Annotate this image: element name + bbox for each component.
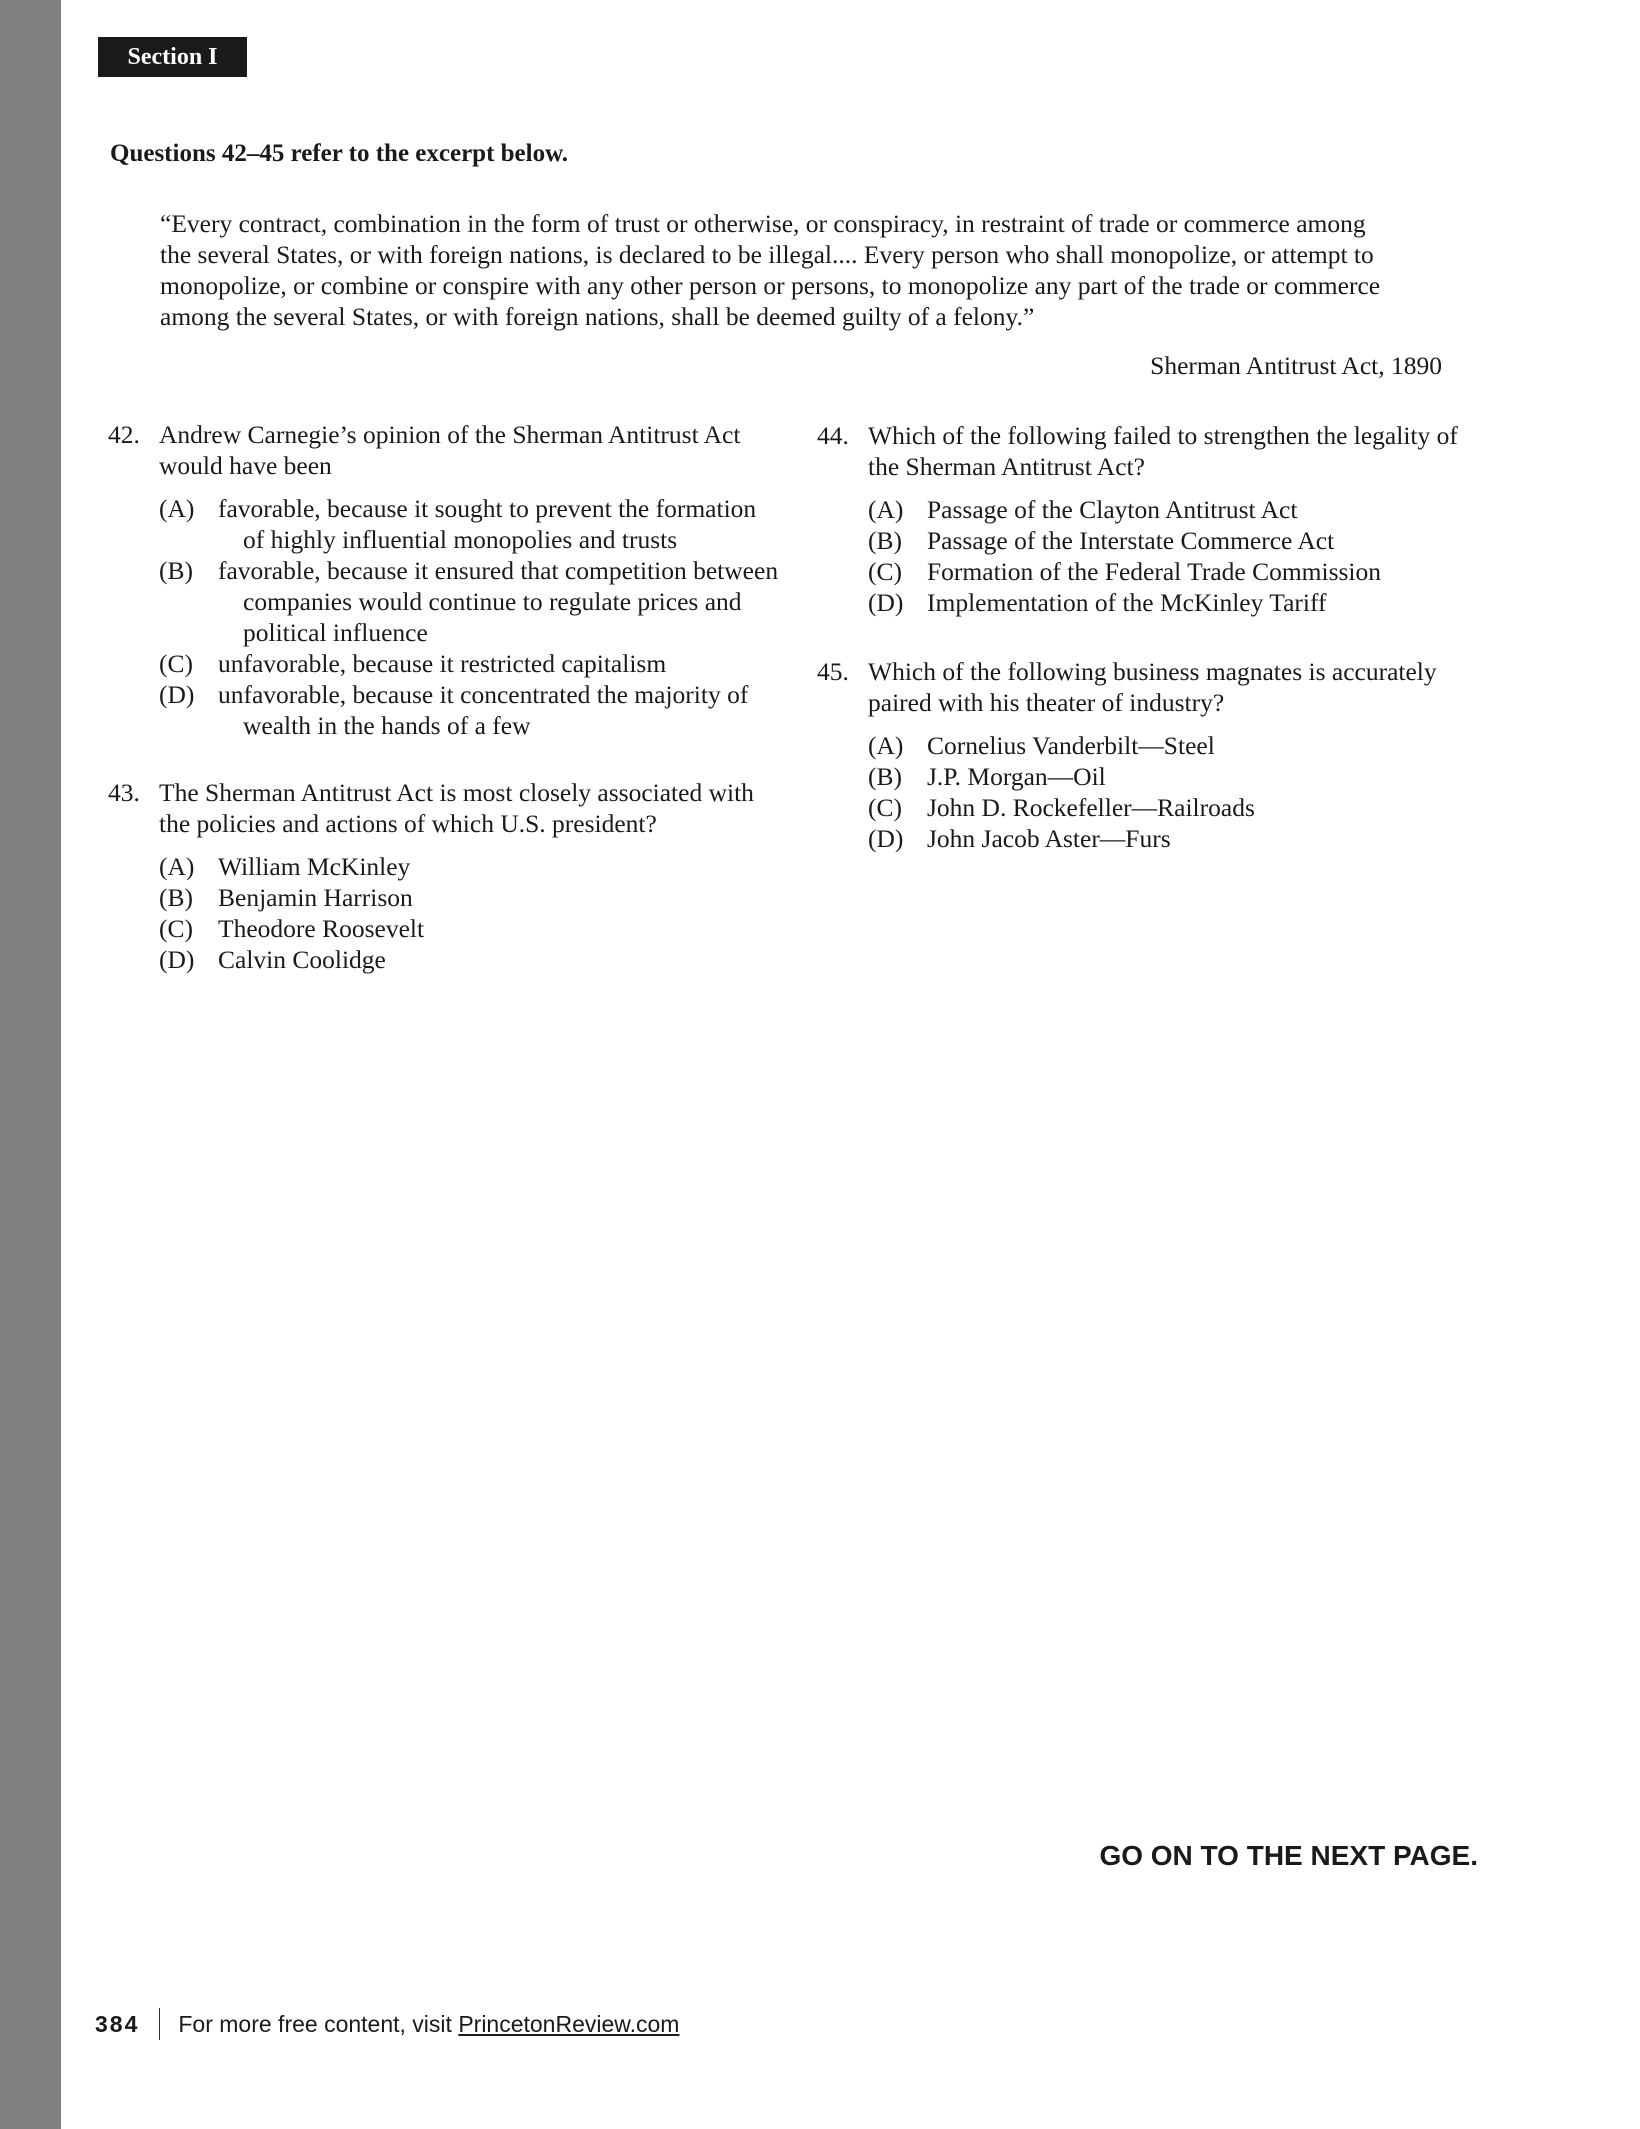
go-on-notice: GO ON TO THE NEXT PAGE. — [1099, 1840, 1478, 1871]
option-text: Passage of the Clayton Antitrust Act — [927, 495, 1298, 524]
question-number: 42. — [108, 420, 140, 449]
excerpt-quote — [160, 208, 1380, 332]
question-stem — [159, 419, 778, 481]
quote-line: among the several States, or with foreign nations, shall be deemed guilty of a felony.” — [160, 302, 1035, 331]
question-stem-line: would have been — [159, 451, 332, 480]
option-letter: (D) — [159, 680, 195, 709]
question-stem — [159, 777, 754, 839]
answer-option[interactable] — [159, 679, 778, 741]
option-letter: (B) — [159, 883, 193, 912]
question-number: 43. — [108, 778, 140, 807]
answer-options — [868, 730, 1437, 854]
option-letter: (A) — [159, 494, 195, 523]
question-number: 44. — [817, 421, 849, 450]
question-stem-line: Which of the following business magnates is accurately — [868, 657, 1437, 686]
option-text: Cornelius Vanderbilt—Steel — [927, 731, 1215, 760]
answer-options — [868, 494, 1458, 618]
option-letter: (D) — [868, 588, 904, 617]
option-text: of highly influential monopolies and trusts — [243, 525, 678, 554]
answer-option[interactable] — [868, 792, 1437, 823]
page-edge-bar — [0, 0, 61, 2129]
option-letter: (B) — [868, 526, 902, 555]
option-text: favorable, because it sought to prevent the formation — [218, 494, 757, 523]
answer-option[interactable] — [868, 525, 1458, 556]
quote-line: monopolize, or combine or conspire with any other person or persons, to monopolize any part of the trade or commerce — [160, 271, 1381, 300]
option-letter: (D) — [868, 824, 904, 853]
princeton-review-link[interactable]: PrincetonReview.com — [458, 2010, 680, 2037]
question-stem — [868, 656, 1437, 718]
question-number: 45. — [817, 657, 849, 686]
option-text: Calvin Coolidge — [218, 945, 386, 974]
page-footer — [95, 2008, 679, 2040]
option-text: favorable, because it ensured that competition between — [218, 556, 779, 585]
answer-option[interactable] — [159, 851, 754, 882]
answer-option[interactable] — [868, 823, 1437, 854]
quote-line: “Every contract, combination in the form of trust or otherwise, or conspiracy, in restraint of trade or commerce among — [160, 209, 1366, 238]
option-text: Passage of the Interstate Commerce Act — [927, 526, 1335, 555]
option-letter: (C) — [868, 793, 902, 822]
option-letter: (C) — [159, 914, 193, 943]
option-letter: (C) — [868, 557, 902, 586]
question-45 — [817, 656, 1437, 854]
option-text: wealth in the hands of a few — [243, 711, 531, 740]
answer-option[interactable] — [159, 555, 778, 648]
answer-option[interactable] — [159, 648, 778, 679]
option-text: John Jacob Aster—Furs — [927, 824, 1171, 853]
quote-line: the several States, or with foreign nations, is declared to be illegal.... Every person who shall monopolize, or attempt to — [160, 240, 1374, 269]
option-text: unfavorable, because it restricted capitalism — [218, 649, 667, 678]
excerpt-attribution: Sherman Antitrust Act, 1890 — [1150, 351, 1442, 380]
question-44 — [817, 420, 1458, 618]
option-letter: (A) — [159, 852, 195, 881]
option-text: John D. Rockefeller—Railroads — [927, 793, 1255, 822]
option-text: J.P. Morgan—Oil — [927, 762, 1106, 791]
option-text: political influence — [243, 618, 428, 647]
question-stem-line: The Sherman Antitrust Act is most closely associated with — [159, 778, 754, 807]
answer-options — [159, 493, 778, 741]
answer-option[interactable] — [159, 493, 778, 555]
questions-heading: Questions 42–45 refer to the excerpt below. — [110, 140, 569, 167]
answer-option[interactable] — [868, 587, 1458, 618]
answer-option[interactable] — [868, 730, 1437, 761]
answer-option[interactable] — [159, 882, 754, 913]
option-text: Implementation of the McKinley Tariff — [927, 588, 1327, 617]
question-stem — [868, 420, 1458, 482]
option-text: William McKinley — [218, 852, 411, 881]
question-stem-line: the Sherman Antitrust Act? — [868, 452, 1145, 481]
question-stem-line: Andrew Carnegie’s opinion of the Sherman Antitrust Act — [159, 420, 741, 449]
option-letter: (B) — [159, 556, 193, 585]
question-stem-line: the policies and actions of which U.S. president? — [159, 809, 657, 838]
question-42 — [108, 419, 778, 741]
answer-option[interactable] — [868, 761, 1437, 792]
option-text: Benjamin Harrison — [218, 883, 413, 912]
option-letter: (D) — [159, 945, 195, 974]
option-letter: (C) — [159, 649, 193, 678]
answer-option[interactable] — [868, 494, 1458, 525]
answer-option[interactable] — [159, 913, 754, 944]
option-text: Theodore Roosevelt — [218, 914, 425, 943]
option-text: Formation of the Federal Trade Commission — [927, 557, 1382, 586]
option-text: companies would continue to regulate prices and — [243, 587, 742, 616]
option-letter: (A) — [868, 495, 904, 524]
question-43 — [108, 777, 754, 975]
option-letter: (A) — [868, 731, 904, 760]
option-letter: (B) — [868, 762, 902, 791]
option-text: unfavorable, because it concentrated the majority of — [218, 680, 749, 709]
answer-option[interactable] — [868, 556, 1458, 587]
footer-text: For more free content, visit — [178, 2010, 459, 2037]
answer-options — [159, 851, 754, 975]
footer-divider — [159, 2008, 160, 2040]
page-number: 384 — [95, 2010, 140, 2037]
section-label: Section I — [98, 37, 247, 77]
answer-option[interactable] — [159, 944, 754, 975]
question-stem-line: paired with his theater of industry? — [868, 688, 1225, 717]
question-stem-line: Which of the following failed to strengthen the legality of — [868, 421, 1458, 450]
